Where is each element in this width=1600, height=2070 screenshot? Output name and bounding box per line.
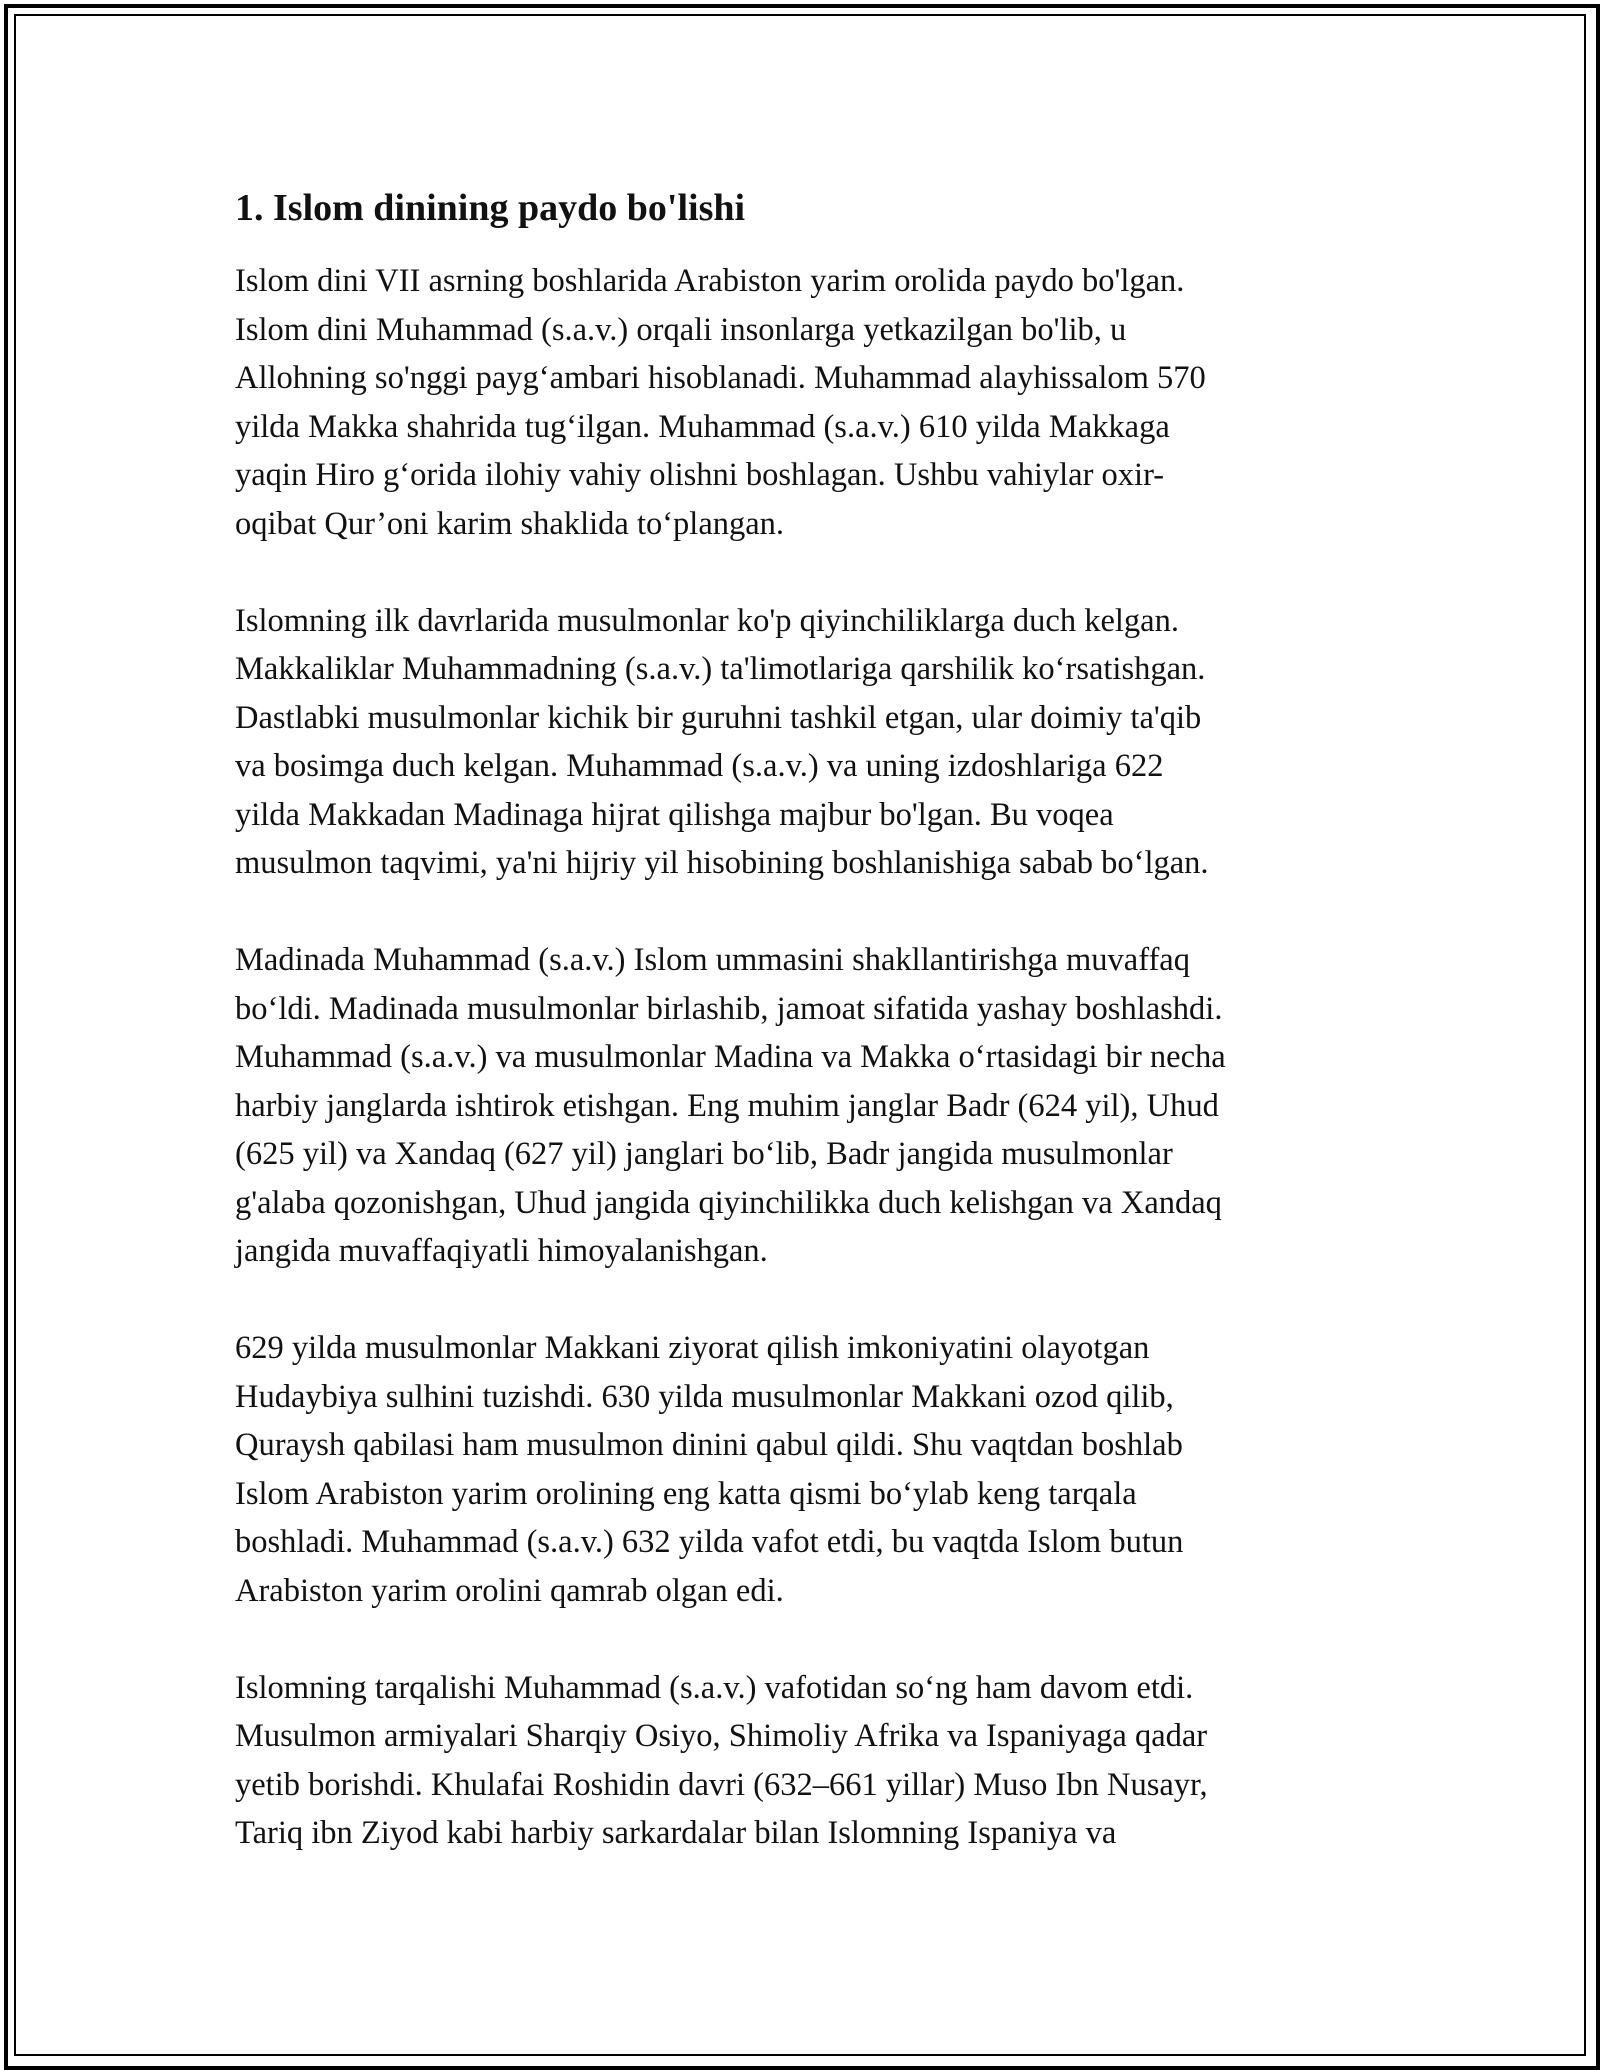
paragraph-1: [235, 257, 1375, 548]
text-line: yaqin Hiro g‘orida ilohiy vahiy olishni boshlagan. Ushbu vahiylar oxir-: [235, 457, 1165, 493]
text-line: yetib borishdi. Khulafai Roshidin davri (632–661 yillar) Muso Ibn Nusayr,: [235, 1766, 1208, 1803]
text-line: Allohning so'nggi payg‘ambari hisoblanadi. Muhammad alayhissalom 570: [235, 360, 1206, 396]
text-line: Arabiston yarim orolini qamrab olgan edi.: [235, 1572, 784, 1609]
text-line: Islom dini Muhammad (s.a.v.) orqali insonlarga yetkazilgan bo'lib, u: [235, 311, 1127, 348]
text-line: Madinada Muhammad (s.a.v.) Islom ummasini shakllantirishga muvaffaq: [235, 942, 1190, 978]
text-line: 629 yilda musulmonlar Makkani ziyorat qilish imkoniyatini olayotgan: [235, 1330, 1150, 1366]
text-line: bo‘ldi. Madinada musulmonlar birlashib, jamoat sifatida yashay boshlashdi.: [235, 990, 1223, 1027]
text-line: oqibat Qur’oni karim shaklida to‘plangan.: [235, 505, 785, 542]
text-line: musulmon taqvimi, ya'ni hijriy yil hisobining boshlanishiga sabab bo‘lgan.: [235, 845, 1209, 881]
text-line: boshladi. Muhammad (s.a.v.) 632 yilda vafot etdi, bu vaqtda Islom butun: [235, 1524, 1184, 1560]
text-line: jangida muvaffaqiyatli himoyalanishgan.: [235, 1233, 768, 1269]
text-line: yilda Makka shahrida tug‘ilgan. Muhammad (s.a.v.) 610 yilda Makkaga: [235, 408, 1170, 445]
text-line: Muhammad (s.a.v.) va musulmonlar Madina va Makka o‘rtasidagi bir necha: [235, 1039, 1226, 1075]
paragraph-5: [235, 1664, 1375, 1858]
document-body: [235, 185, 1375, 1906]
text-line: g'alaba qozonishgan, Uhud jangida qiyinchilikka duch kelishgan va Xandaq: [235, 1184, 1222, 1221]
text-line: Makkaliklar Muhammadning (s.a.v.) ta'limotlariga qarshilik ko‘rsatishgan.: [235, 651, 1206, 687]
text-line: (625 yil) va Xandaq (627 yil) janglari bo‘lib, Badr jangida musulmonlar: [235, 1136, 1173, 1172]
text-line: Quraysh qabilasi ham musulmon dinini qabul qildi. Shu vaqtdan boshlab: [235, 1427, 1183, 1463]
text-line: Tariq ibn Ziyod kabi harbiy sarkardalar bilan Islomning Ispaniya va: [235, 1815, 1117, 1851]
paragraph-4: [235, 1324, 1375, 1615]
text-line: harbiy janglarda ishtirok etishgan. Eng muhim janglar Badr (624 yil), Uhud: [235, 1087, 1219, 1124]
text-line: Islomning ilk davrlarida musulmonlar ko'p qiyinchiliklarga duch kelgan.: [235, 602, 1179, 639]
text-line: Dastlabki musulmonlar kichik bir guruhni tashkil etgan, ular doimiy ta'qib: [235, 699, 1202, 736]
section-heading: 1. Islom dinining paydo bo'lishi: [235, 187, 746, 229]
text-line: Islomning tarqalishi Muhammad (s.a.v.) vafotidan so‘ng ham davom etdi.: [235, 1669, 1194, 1706]
paragraph-2: [235, 597, 1375, 888]
text-line: va bosimga duch kelgan. Muhammad (s.a.v.) va uning izdoshlariga 622: [235, 748, 1164, 784]
text-line: Islom Arabiston yarim orolining eng katta qismi bo‘ylab keng tarqala: [235, 1475, 1137, 1512]
text-line: yilda Makkadan Madinaga hijrat qilishga majbur bo'lgan. Bu voqea: [235, 796, 1114, 833]
text-line: Hudaybiya sulhini tuzishdi. 630 yilda musulmonlar Makkani ozod qilib,: [235, 1378, 1174, 1415]
text-line: Islom dini VII asrning boshlarida Arabiston yarim orolida paydo bo'lgan.: [235, 263, 1185, 299]
text-line: Musulmon armiyalari Sharqiy Osiyo, Shimoliy Afrika va Ispaniyaga qadar: [235, 1718, 1208, 1754]
paragraph-3: [235, 936, 1375, 1276]
